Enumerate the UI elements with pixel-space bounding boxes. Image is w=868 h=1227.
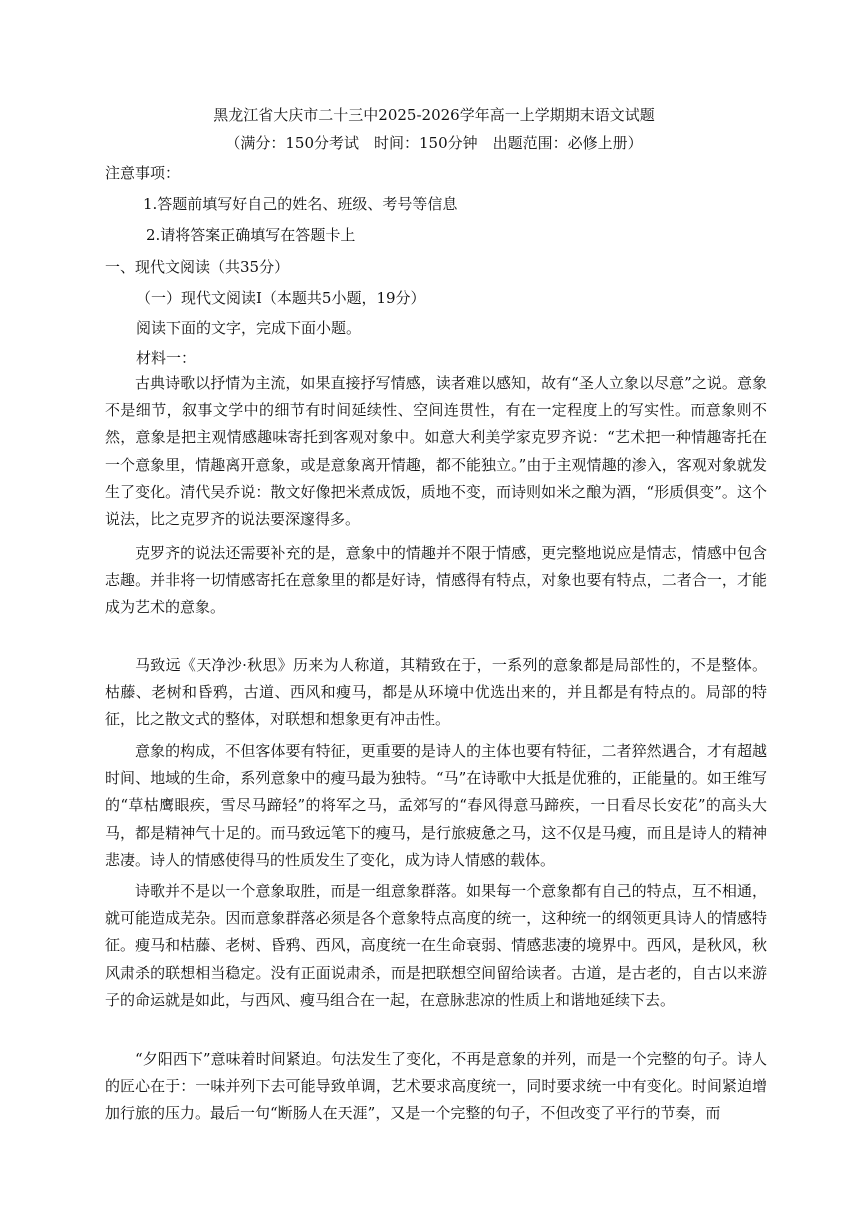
- paragraph-1: 古典诗歌以抒情为主流，如果直接抒写情感，读者难以感知，故有“圣人立象以尽意”之说。意象不是细节，叙事文学中的细节有时间延续性、空间连贯性，有在一定程度上的写实性。而意象则不然，意象是把主观情感趣味寄托到客观对象中。如意大利美学家克罗齐说：“艺术把一种情趣寄托在一个意象里，情趣离开意象，或是意象离开情趣，都不能独立。”由于主观情趣的渗入，客观对象就发生了变化。清代吴乔说：散文好像把米煮成饭，质地不变，而诗则如米之酿为酒，“形质俱变”。这个说法，比之克罗齐的说法要深邃得多。: [105, 374, 767, 529]
- notice-item-1: 1.答题前填写好自己的姓名、班级、考号等信息: [143, 195, 458, 213]
- notice-heading: 注意事项：: [105, 164, 181, 182]
- notice-item-2: 2.请将答案正确填写在答题卡上: [146, 226, 356, 244]
- section-subheading: （一）现代文阅读Ⅰ（本题共5小题，19分）: [136, 289, 426, 307]
- exam-subtitle: （满分：150分考试 时间：150分钟 出题范围：必修上册）: [225, 134, 643, 152]
- paragraph-6: “夕阳西下”意味着时间紧迫。句法发生了变化，不再是意象的并列，而是一个完整的句子。诗人的匠心在于：一味并列下去可能导致单调，艺术要求高度统一，同时要求统一中有变化。时间紧迫增加行旅的压力。最后一句“断肠人在天涯”，又是一个完整的句子，不但改变了平行的节奏，而: [105, 1050, 767, 1123]
- section-heading: 一、现代文阅读（共35分）: [105, 258, 290, 276]
- paragraph-5: 诗歌并不是以一个意象取胜，而是一组意象群落。如果每一个意象都有自己的特点，互不相通，就可能造成芜杂。因而意象群落必须是各个意象特点高度的统一，这种统一的纲领更具诗人的情感特征。瘦马和枯藤、老树、昏鸦、西风，高度统一在生命衰弱、情感悲凄的境界中。西风，是秋风，秋风肃杀的联想相当稳定。没有正面说肃杀，而是把联想空间留给读者。古道，是古老的，自古以来游子的命运就是如此，与西风、瘦马组合在一起，在意脉悲凉的性质上和谐地延续下去。: [105, 882, 767, 1009]
- exam-title: 黑龙江省大庆市二十三中2025-2026学年高一上学期期末语文试题: [213, 106, 655, 124]
- paragraph-4: 意象的构成，不但客体要有特征，更重要的是诗人的主体也要有特征，二者猝然遇合，才有超越时间、地域的生命，系列意象中的瘦马最为独特。“马”在诗歌中大抵是优雅的，正能量的。如王维写的“草枯鹰眼疾，雪尽马蹄轻”的将军之马，孟郊写的“春风得意马蹄疾，一日看尽长安花”的高头大马，都是精神气十足的。而马致远笔下的瘦马，是行旅疲惫之马，这不仅是马瘦，而且是诗人的精神悲凄。诗人的情感使得马的性质发生了变化，成为诗人情感的载体。: [105, 742, 767, 869]
- reading-instruction: 阅读下面的文字，完成下面小题。: [136, 319, 362, 337]
- paragraph-3: 马致远《天净沙·秋思》历来为人称道，其精致在于，一系列的意象都是局部性的，不是整体。枯藤、老树和昏鸦，古道、西风和瘦马，都是从环境中优选出来的，并且都是有特点的。局部的特征，比之散文式的整体，对联想和想象更有冲击性。: [105, 656, 767, 729]
- paragraph-2: 克罗齐的说法还需要补充的是，意象中的情趣并不限于情感，更完整地说应是情志，情感中包含志趣。并非将一切情感寄托在意象里的都是好诗，情感得有特点，对象也要有特点，二者合一，才能成为艺术的意象。: [105, 544, 767, 617]
- material-label: 材料一：: [136, 349, 197, 367]
